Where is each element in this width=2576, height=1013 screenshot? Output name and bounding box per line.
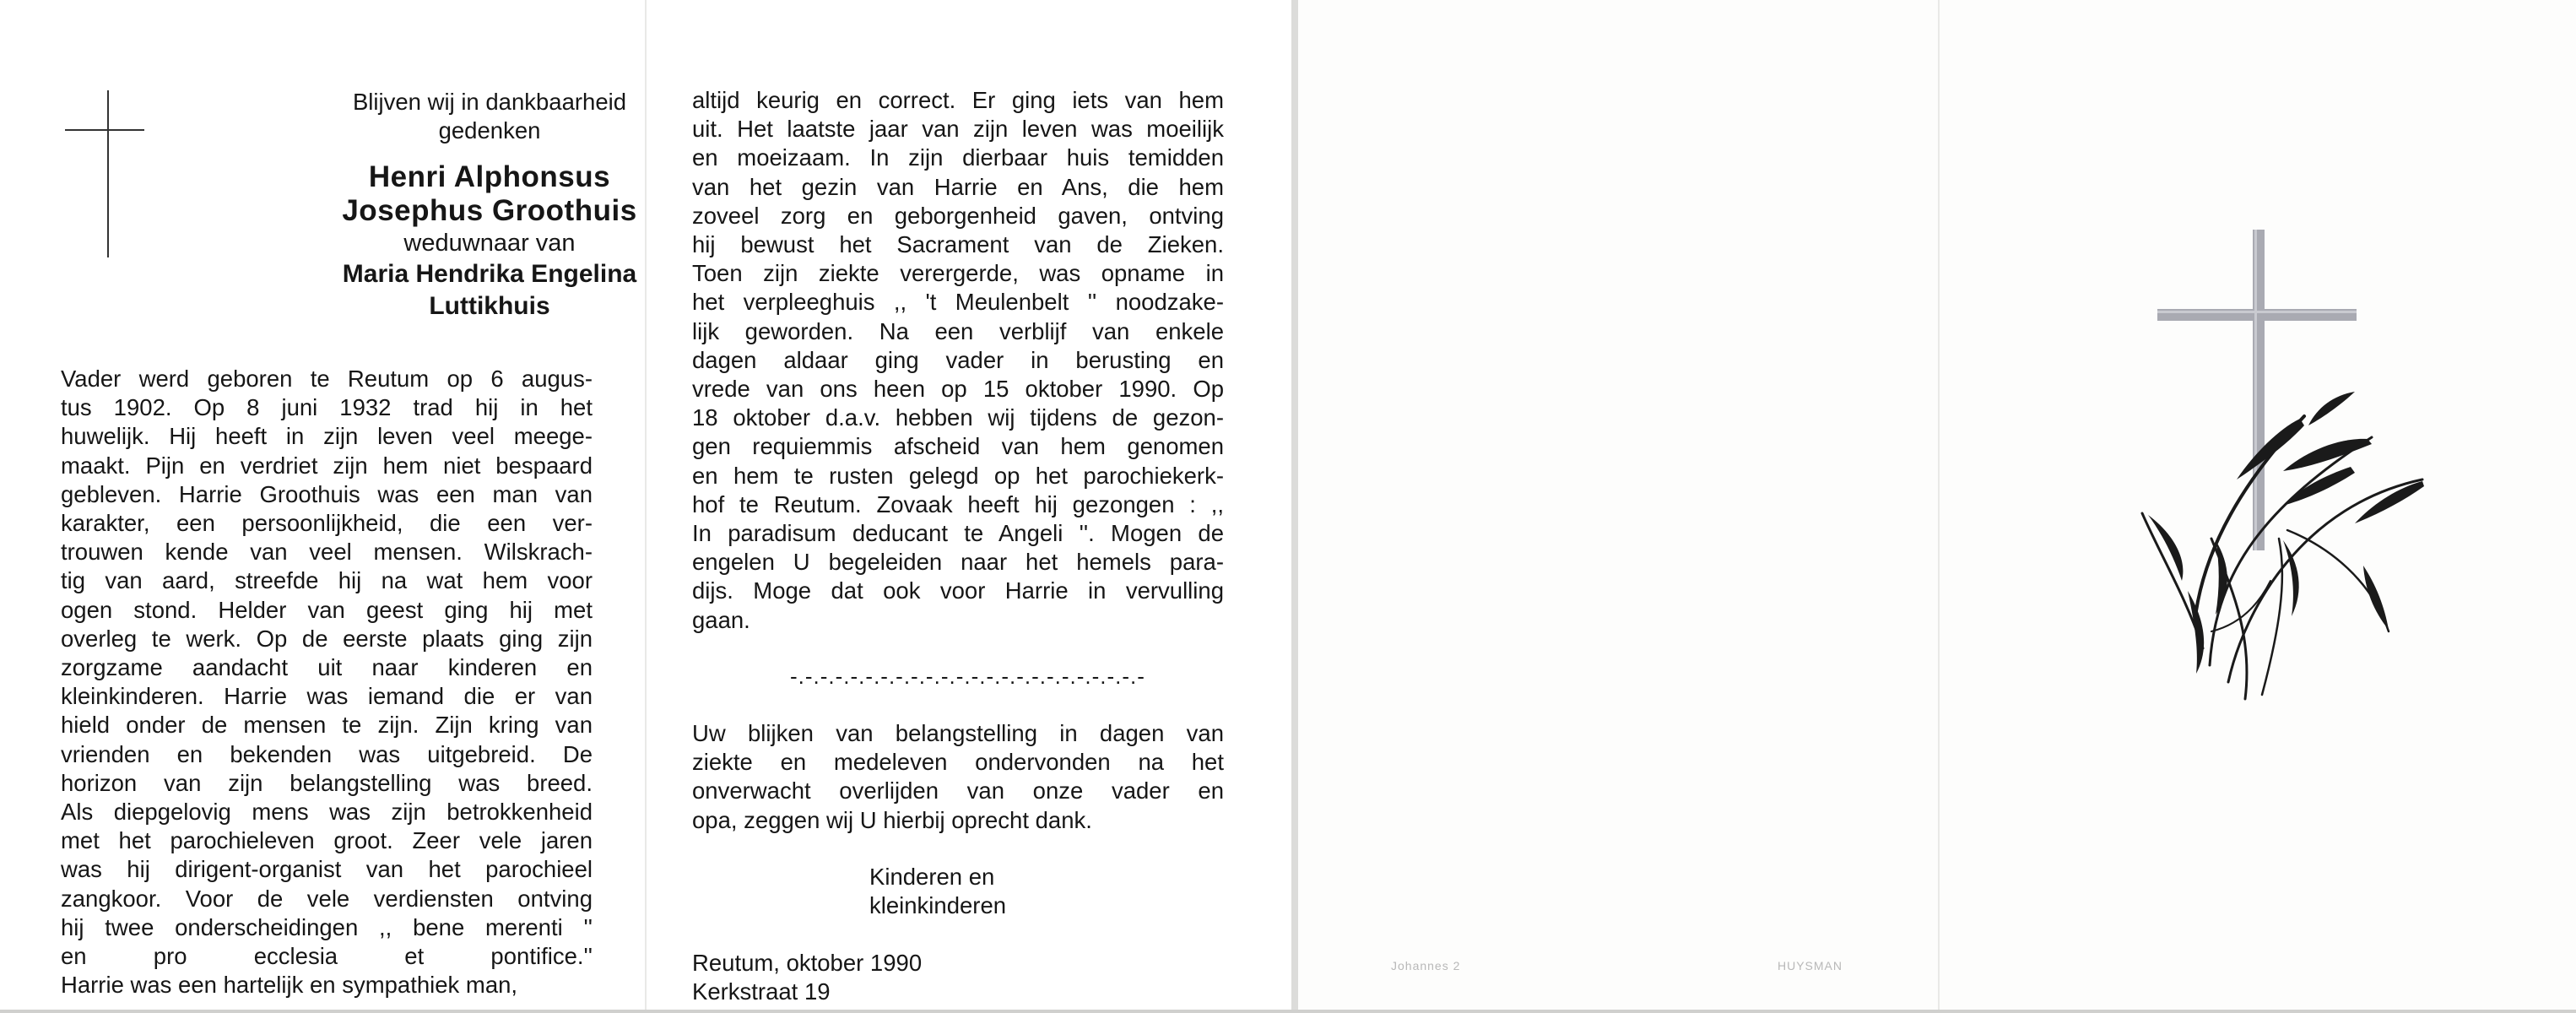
biography-continued-column [692,86,1224,635]
biography-line: zorgzame aandacht uit naar kinderen en [61,654,593,681]
cross-vertical-bar [107,90,109,257]
intro-line-1: Blijven wij in dankbaarheid [352,89,627,115]
place-date: Reutum, oktober 1990 [692,950,923,976]
thanks-line: onverwacht overlijden van onze vader en [692,777,1224,804]
thanks-line: Uw blijken van belangstelling in dagen van [692,720,1224,746]
intro-line-2: gedenken [438,117,541,144]
address: Kerkstraat 19 [692,978,831,1005]
biography-continued-line: engelen U begeleiden naar het hemels para- [692,549,1224,576]
biography-continued-line: en hem te rusten gelegd op het parochiekerk- [692,462,1224,489]
biography-continued-line: en moeizaam. In zijn dierbaar huis temidden [692,144,1224,171]
thanks-paragraph [692,719,1224,835]
biography-line: zangkoor. Voor de vele verdiensten ontving [61,885,593,912]
signature-line-1: Kinderen en [869,864,995,890]
biography-line: trouwen kende van veel mensen. Wilskrach- [61,539,593,566]
wheat-ears [2148,392,2424,674]
separator-line: -.-.-.-.-.-.-.-.-.-.-.-.-.-.-.-.-.-.-.-.-.-.-.- [790,664,1145,689]
biography-line: horizon van zijn belangstelling was breed. [61,769,593,796]
biography-line: overleg te werk. Op de eerste plaats ging zijn [61,625,593,652]
deceased-name-line-1: Henri Alphonsus [368,160,611,193]
place-date-block [692,949,922,1006]
cross-horizontal-bar [65,129,144,131]
biography-continued-line: Toen zijn ziekte verergerde, was opname in [692,260,1224,287]
spouse-name-line-1: Maria Hendrika Engelina [342,260,637,288]
biography-continued-line: In paradisum deducant te Angeli ''. Mogen de [692,520,1224,547]
biography-continued-line: lijk geworden. Na een verblijf van enkele [692,317,1224,344]
biography-continued-line: dagen aldaar ging vader in berusting en [692,346,1224,373]
silver-cross [2157,230,2357,550]
scan-gap [1291,0,1298,1013]
biography-line: huwelijk. Hij heeft in zijn leven veel meege- [61,423,593,450]
biography-continued-line: vrede van ons heen op 15 oktober 1990. Op [692,376,1224,403]
biography-line: Vader werd geboren te Reutum op 6 augus- [61,366,593,392]
relation-text: weduwnaar van [403,230,576,257]
printer-imprint-right: HUYSMAN [1778,959,1843,972]
biography-line: vrienden en bekenden was uitgebreid. De [61,740,593,767]
biography-line: hij twee onderscheidingen ,, bene merenti '' [61,913,593,940]
biography-line: hield onder de mensen te zijn. Zijn kring van [61,712,593,739]
biography-continued-line: hij bewust het Sacrament van de Zieken. [692,231,1224,258]
page-bottom-edge [0,1010,2576,1013]
biography-line: gebleven. Harrie Groothuis was een man van [61,480,593,507]
thanks-line: ziekte en medeleven ondervonden na het [692,749,1224,776]
biography-line: Als diepgelovig mens was zijn betrokkenheid [61,799,593,826]
biography-line: tus 1902. Op 8 juni 1932 trad hij in het [61,394,593,421]
biography-line: maakt. Pijn en verdriet zijn hem niet bespaard [61,452,593,479]
biography-continued-line: gaan. [692,606,750,633]
thanks-line: opa, zeggen wij U hierbij oprecht dank. [692,806,1092,833]
printer-imprint-left: Johannes 2 [1391,959,1461,972]
biography-continued-line: altijd keurig en correct. Er ging iets van hem [692,87,1224,113]
deceased-name-line-2: Josephus Groothuis [342,194,637,227]
cross-with-wheat-icon [2135,226,2448,716]
biography-line: kleinkinderen. Harrie was iemand die er van [61,683,593,710]
biography-line: en pro ecclesia et pontifice.'' [61,943,593,970]
biography-line: was hij dirigent-organist van het parochieel [61,856,593,883]
biography-continued-line: zoveel zorg en geborgenheid gaven, ontving [692,202,1224,229]
signature-line-2: kleinkinderen [869,892,1007,919]
biography-continued-line: 18 oktober d.a.v. hebben wij tijdens de gezon- [692,404,1224,431]
signature-block [869,863,1006,920]
biography-line: karakter, een persoonlijkheid, die een ver- [61,510,593,537]
biography-line: Harrie was een hartelijk en sympathiek man, [61,972,518,999]
biography-continued-line: gen requiemmis afscheid van hem genomen [692,433,1224,460]
biography-line: tig van aard, streefde hij na wat hem voor [61,567,593,594]
biography-column [61,365,593,999]
biography-continued-line: uit. Het laatste jaar van zijn leven was moeilijk [692,116,1224,143]
biography-continued-line: hof te Reutum. Zovaak heeft hij gezongen : ,, [692,490,1224,517]
wheat-sheaf [2142,416,2422,699]
biography-line: ogen stond. Helder van geest ging hij met [61,596,593,623]
biography-continued-line: van het gezin van Harrie en Ans, die hem [692,173,1224,200]
biography-continued-line: dijs. Moge dat ook voor Harrie in vervulling [692,577,1224,604]
spouse-name-line-2: Luttikhuis [429,292,550,320]
biography-line: met het parochieleven groot. Zeer vele jaren [61,827,593,854]
biography-continued-line: het verpleeghuis ,, 't Meulenbelt '' noodzake- [692,289,1224,316]
outer-fold-line [1938,0,1940,1010]
